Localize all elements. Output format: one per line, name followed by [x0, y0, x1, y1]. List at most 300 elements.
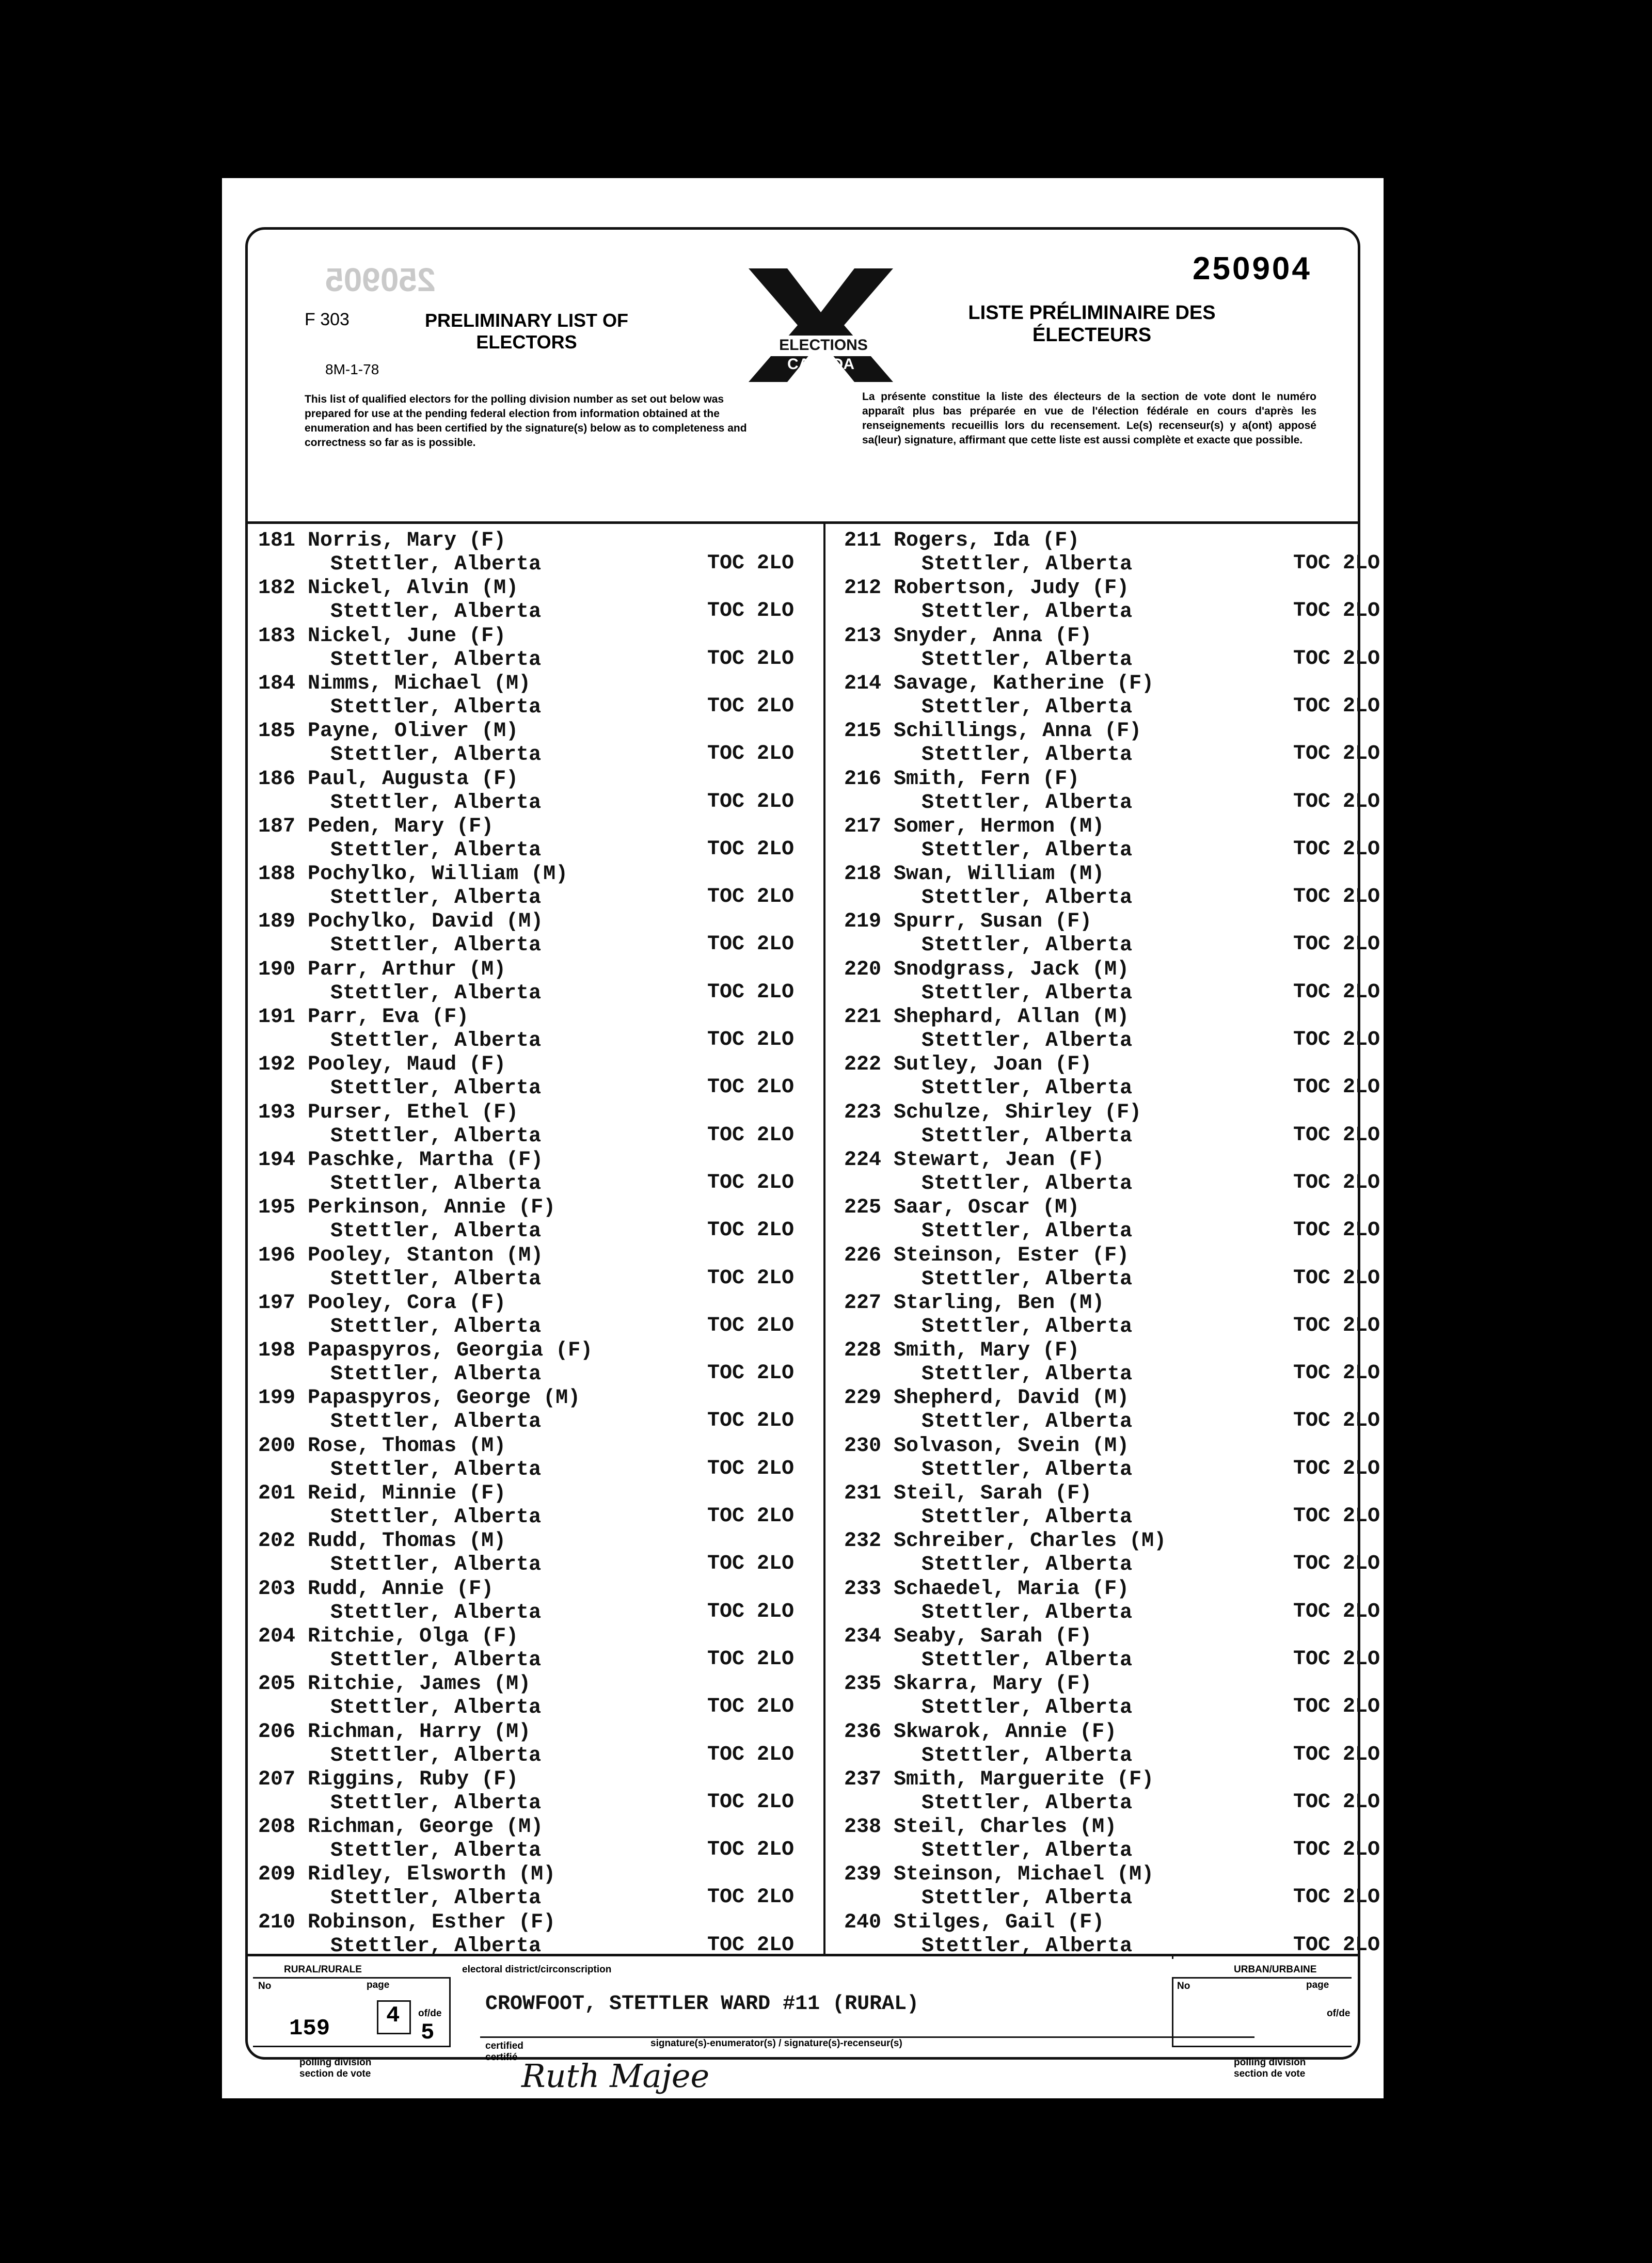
column-divider	[823, 521, 825, 1956]
elector-address: Stettler, Alberta	[922, 600, 1133, 624]
elector-name: Snyder, Anna (F)	[894, 624, 1092, 648]
elector-number-and-name	[258, 815, 494, 838]
polling-division-number: 159	[289, 2016, 330, 2042]
elector-name: Schillings, Anna (F)	[894, 720, 1142, 743]
elector-number: 207	[258, 1767, 296, 1791]
elector-postal-code: TOC 2LO	[707, 1933, 795, 1957]
elector-address: Stettler, Alberta	[922, 1506, 1133, 1529]
elector-number-and-name	[258, 1339, 593, 1362]
elector-number-and-name	[844, 768, 1079, 791]
elector-number-and-name	[844, 1339, 1079, 1362]
elector-name: Shepherd, David (M)	[894, 1387, 1130, 1410]
elector-number: 181	[258, 529, 296, 552]
elector-postal-code: TOC 2LO	[707, 1647, 795, 1671]
elector-number: 194	[258, 1148, 296, 1172]
elector-address: Stettler, Alberta	[922, 1363, 1133, 1387]
elector-name: Pooley, Stanton (M)	[308, 1244, 544, 1267]
elector-address: Stettler, Alberta	[330, 1696, 542, 1720]
elector-postal-code: TOC 2LO	[1293, 599, 1380, 623]
elector-address: Stettler, Alberta	[922, 1172, 1133, 1196]
elector-address: Stettler, Alberta	[922, 981, 1133, 1005]
elector-name: Steinson, Michael (M)	[894, 1863, 1154, 1887]
elector-address: Stettler, Alberta	[922, 1029, 1133, 1053]
elector-address: Stettler, Alberta	[922, 1934, 1133, 1958]
elector-name: Steil, Sarah (F)	[894, 1482, 1092, 1505]
elector-postal-code: TOC 2LO	[1293, 1409, 1380, 1433]
elector-name: Steil, Charles (M)	[894, 1815, 1117, 1839]
elector-name: Rudd, Thomas (M)	[308, 1529, 506, 1553]
urban-section-de-vote-label: section de vote	[1234, 2068, 1306, 2079]
elector-name: Solvason, Svein (M)	[894, 1434, 1130, 1458]
elector-number: 198	[258, 1339, 296, 1363]
elector-address: Stettler, Alberta	[330, 743, 542, 767]
elector-address: Stettler, Alberta	[330, 600, 542, 624]
elector-address: Stettler, Alberta	[330, 1934, 542, 1958]
elector-number: 227	[844, 1291, 882, 1315]
elector-address: Stettler, Alberta	[922, 1791, 1133, 1815]
elector-number: 199	[258, 1387, 296, 1410]
elector-name: Ritchie, Olga (F)	[308, 1624, 519, 1648]
elector-address: Stettler, Alberta	[330, 553, 542, 576]
elector-address: Stettler, Alberta	[922, 553, 1133, 576]
elector-address: Stettler, Alberta	[330, 1744, 542, 1767]
elector-address: Stettler, Alberta	[330, 1458, 542, 1481]
certified-label: certified	[485, 2041, 523, 2051]
elector-number: 217	[844, 815, 882, 838]
elector-postal-code: TOC 2LO	[1293, 1886, 1380, 1909]
elector-number: 212	[844, 577, 882, 600]
elector-number-and-name	[258, 910, 543, 933]
elector-name: Spurr, Susan (F)	[894, 910, 1092, 934]
page-total: 5	[421, 2020, 435, 2046]
elector-address: Stettler, Alberta	[330, 1410, 542, 1434]
elector-number: 216	[844, 767, 882, 791]
elector-name: Pochylko, William (M)	[308, 863, 568, 886]
elector-name: Schaedel, Maria (F)	[894, 1577, 1130, 1601]
elector-number-and-name	[258, 1863, 555, 1886]
elector-postal-code: TOC 2LO	[707, 1457, 795, 1480]
urban-page-label: page	[1306, 1980, 1329, 1990]
elector-postal-code: TOC 2LO	[707, 1219, 795, 1242]
elector-number: 214	[844, 672, 882, 695]
elector-number-and-name	[844, 815, 1104, 838]
elector-number: 221	[844, 1006, 882, 1029]
elector-postal-code: TOC 2LO	[707, 980, 795, 1004]
elector-name: Norris, Mary (F)	[308, 529, 506, 552]
elector-name: Reid, Minnie (F)	[308, 1482, 506, 1505]
elector-address: Stettler, Alberta	[330, 695, 542, 719]
elector-number-and-name	[258, 1482, 506, 1505]
elector-number-and-name	[258, 1577, 494, 1601]
elector-name: Ritchie, James (M)	[308, 1672, 531, 1696]
table-top-rule	[245, 521, 1358, 524]
elector-number: 222	[844, 1053, 882, 1077]
section-de-vote-label: section de vote	[299, 2068, 371, 2079]
elector-number: 218	[844, 863, 882, 886]
elector-name: Paschke, Martha (F)	[308, 1148, 544, 1172]
elector-postal-code: TOC 2LO	[707, 1171, 795, 1194]
elector-number-and-name	[258, 577, 518, 600]
elector-postal-code: TOC 2LO	[1293, 1314, 1380, 1337]
elector-number: 240	[844, 1910, 882, 1934]
elector-postal-code: TOC 2LO	[1293, 1743, 1380, 1766]
elector-number: 209	[258, 1863, 296, 1887]
elector-number: 215	[844, 720, 882, 743]
elector-address: Stettler, Alberta	[330, 1601, 542, 1624]
elector-number: 234	[844, 1624, 882, 1648]
rural-page-label: page	[367, 1980, 390, 1990]
elector-number: 182	[258, 577, 296, 600]
elector-address: Stettler, Alberta	[330, 1887, 542, 1910]
intro-text-fr: La présente constitue la liste des électeurs de la section de vote dont le numéro apparaît plus bas préparée en vue de l'élection fédérale en cours d'après les renseignements recueillis lors du recensement. Le(s) recenseur(s) y a(ont) apposé sa(leur) signature, affirmant que cette liste est aussi complète et exacte que possible.	[862, 391, 1316, 446]
elector-address: Stettler, Alberta	[922, 695, 1133, 719]
elector-number: 235	[844, 1672, 882, 1696]
elector-address: Stettler, Alberta	[922, 791, 1133, 815]
elector-postal-code: TOC 2LO	[707, 1123, 795, 1147]
elector-address: Stettler, Alberta	[330, 838, 542, 862]
elector-name: Seaby, Sarah (F)	[894, 1624, 1092, 1648]
elector-address: Stettler, Alberta	[922, 886, 1133, 910]
signature-label: signature(s)-enumerator(s) / signature(s)-recenseur(s)	[650, 2038, 902, 2049]
logo-text-elections: ELECTIONS	[779, 337, 868, 354]
elector-address: Stettler, Alberta	[922, 1410, 1133, 1434]
elector-number: 206	[258, 1720, 296, 1744]
elector-number-and-name	[844, 1149, 1104, 1172]
elector-postal-code: TOC 2LO	[707, 1838, 795, 1862]
elector-number: 187	[258, 815, 296, 838]
rural-no-label: No	[258, 1981, 272, 1991]
elector-postal-code: TOC 2LO	[1293, 1933, 1380, 1957]
elector-number: 219	[844, 910, 882, 934]
elector-number-and-name	[258, 1053, 506, 1076]
elector-number-and-name	[844, 1911, 1104, 1934]
rural-of-label: of/de	[418, 2008, 442, 2019]
elector-number-and-name	[844, 1196, 1079, 1219]
elector-number: 211	[844, 529, 882, 552]
elector-postal-code: TOC 2LO	[1293, 1647, 1380, 1671]
elector-number-and-name	[258, 863, 568, 886]
elector-address: Stettler, Alberta	[330, 886, 542, 910]
elector-name: Snodgrass, Jack (M)	[894, 958, 1130, 981]
elector-number: 186	[258, 767, 296, 791]
elector-name: Steinson, Ester (F)	[894, 1244, 1130, 1267]
elector-postal-code: TOC 2LO	[1293, 933, 1380, 957]
elector-address: Stettler, Alberta	[922, 1553, 1133, 1577]
urban-polling-division-label: polling division	[1234, 2057, 1306, 2068]
elector-number: 200	[258, 1434, 296, 1458]
elector-name: Sutley, Joan (F)	[894, 1053, 1092, 1077]
elector-address: Stettler, Alberta	[922, 1887, 1133, 1910]
elector-number-and-name	[258, 1387, 580, 1410]
elector-number: 185	[258, 720, 296, 743]
elector-number-and-name	[844, 1863, 1154, 1886]
elector-name: Paul, Augusta (F)	[308, 767, 519, 791]
elector-number: 192	[258, 1053, 296, 1077]
elector-name: Nimms, Michael (M)	[308, 672, 531, 695]
elector-name: Robinson, Esther (F)	[308, 1910, 556, 1934]
elector-number: 190	[258, 958, 296, 981]
elector-postal-code: TOC 2LO	[1293, 1219, 1380, 1242]
document-page	[222, 178, 1384, 2098]
elector-number-and-name	[844, 1387, 1129, 1410]
elector-postal-code: TOC 2LO	[707, 933, 795, 957]
elector-number: 228	[844, 1339, 882, 1363]
elector-address: Stettler, Alberta	[922, 1077, 1133, 1101]
elector-number-and-name	[844, 1101, 1141, 1124]
elector-number-and-name	[258, 672, 531, 695]
elector-number: 230	[844, 1434, 882, 1458]
elector-number: 189	[258, 910, 296, 934]
elector-address: Stettler, Alberta	[922, 648, 1133, 672]
elector-number: 229	[844, 1387, 882, 1410]
elector-number-and-name	[844, 1625, 1092, 1648]
elector-name: Shephard, Allan (M)	[894, 1006, 1130, 1029]
enumerator-signature: Ruth Majee	[521, 2057, 710, 2095]
elector-name: Parr, Eva (F)	[308, 1006, 469, 1029]
elector-number-and-name	[258, 1529, 506, 1553]
elector-number: 201	[258, 1482, 296, 1505]
elector-address: Stettler, Alberta	[330, 791, 542, 815]
elector-address: Stettler, Alberta	[922, 838, 1133, 862]
elector-postal-code: TOC 2LO	[707, 1314, 795, 1337]
elector-number-and-name	[258, 1911, 555, 1934]
elector-address: Stettler, Alberta	[330, 1506, 542, 1529]
elector-name: Nickel, Alvin (M)	[308, 577, 519, 600]
elector-number: 197	[258, 1291, 296, 1315]
elector-postal-code: TOC 2LO	[707, 1600, 795, 1623]
elector-number-and-name	[844, 1053, 1092, 1076]
elector-number-and-name	[844, 625, 1092, 648]
elector-address: Stettler, Alberta	[330, 1791, 542, 1815]
elector-postal-code: TOC 2LO	[707, 742, 795, 766]
elector-number: 184	[258, 672, 296, 695]
intro-text-en: This list of qualified electors for the polling division number as set out below was prepared for use at the pending federal election from information obtained at the enumeration and has been certified by the signature(s) below as to completeness and correctness so far as is possible.	[305, 393, 747, 449]
elector-number: 225	[844, 1196, 882, 1220]
elector-name: Rogers, Ida (F)	[894, 529, 1080, 552]
elector-name: Riggins, Ruby (F)	[308, 1767, 519, 1791]
rural-label: RURAL/RURALE	[284, 1964, 362, 1975]
elector-name: Smith, Marguerite (F)	[894, 1767, 1154, 1791]
elector-number-and-name	[844, 863, 1104, 886]
elector-number-and-name	[844, 1244, 1129, 1267]
elector-name: Savage, Katherine (F)	[894, 672, 1154, 695]
elector-number-and-name	[844, 958, 1129, 981]
elector-number-and-name	[844, 1720, 1117, 1744]
elector-name: Rose, Thomas (M)	[308, 1434, 506, 1458]
elector-number-and-name	[844, 1672, 1092, 1696]
form-date: 8M-1-78	[325, 361, 379, 377]
elector-address: Stettler, Alberta	[922, 1601, 1133, 1624]
elector-number-and-name	[844, 1815, 1117, 1839]
elector-address: Stettler, Alberta	[330, 1553, 542, 1577]
elector-number: 204	[258, 1624, 296, 1648]
elector-address: Stettler, Alberta	[330, 1648, 542, 1672]
elector-postal-code: TOC 2LO	[707, 1886, 795, 1909]
elector-postal-code: TOC 2LO	[707, 1028, 795, 1051]
elector-number-and-name	[844, 529, 1079, 552]
elector-name: Parr, Arthur (M)	[308, 958, 506, 981]
elector-address: Stettler, Alberta	[330, 1220, 542, 1244]
elector-number-and-name	[258, 1435, 506, 1458]
urban-divider	[1172, 1954, 1352, 1959]
elector-number: 226	[844, 1244, 882, 1267]
elector-postal-code: TOC 2LO	[707, 790, 795, 814]
mirrored-document-id: 250905	[325, 261, 436, 298]
elector-address: Stettler, Alberta	[330, 1839, 542, 1863]
elector-number: 205	[258, 1672, 296, 1696]
elector-name: Skwarok, Annie (F)	[894, 1720, 1117, 1744]
elector-address: Stettler, Alberta	[922, 1696, 1133, 1720]
certifie-label: certifié	[485, 2052, 518, 2063]
elector-name: Payne, Oliver (M)	[308, 720, 519, 743]
elector-address: Stettler, Alberta	[330, 1029, 542, 1053]
elector-postal-code: TOC 2LO	[707, 1076, 795, 1099]
elector-number: 232	[844, 1529, 882, 1553]
elector-postal-code: TOC 2LO	[1293, 552, 1380, 575]
logo-text-canada: CANADA	[787, 356, 854, 373]
elector-postal-code: TOC 2LO	[707, 552, 795, 575]
elector-name: Rudd, Annie (F)	[308, 1577, 494, 1601]
elector-address: Stettler, Alberta	[330, 934, 542, 958]
elector-number: 233	[844, 1577, 882, 1601]
elector-address: Stettler, Alberta	[922, 1744, 1133, 1767]
elector-postal-code: TOC 2LO	[1293, 1266, 1380, 1290]
elector-postal-code: TOC 2LO	[707, 1695, 795, 1719]
elector-postal-code: TOC 2LO	[1293, 790, 1380, 814]
elector-address: Stettler, Alberta	[922, 1839, 1133, 1863]
elector-address: Stettler, Alberta	[922, 1648, 1133, 1672]
elector-postal-code: TOC 2LO	[1293, 1695, 1380, 1719]
elector-number: 196	[258, 1244, 296, 1267]
elector-postal-code: TOC 2LO	[707, 1505, 795, 1528]
polling-division-label: polling division	[299, 2057, 372, 2068]
elector-postal-code: TOC 2LO	[1293, 1505, 1380, 1528]
elector-number-and-name	[844, 1768, 1154, 1791]
elector-postal-code: TOC 2LO	[707, 885, 795, 909]
elector-number: 210	[258, 1910, 296, 1934]
elector-name: Purser, Ethel (F)	[308, 1101, 519, 1124]
elector-postal-code: TOC 2LO	[707, 1790, 795, 1814]
elector-number: 188	[258, 863, 296, 886]
elector-address: Stettler, Alberta	[922, 1267, 1133, 1291]
elector-address: Stettler, Alberta	[922, 1315, 1133, 1338]
elector-number-and-name	[844, 1482, 1092, 1505]
elector-number: 238	[844, 1815, 882, 1839]
elector-postal-code: TOC 2LO	[1293, 1600, 1380, 1623]
elector-number-and-name	[258, 720, 518, 743]
elector-address: Stettler, Alberta	[922, 1458, 1133, 1481]
elector-postal-code: TOC 2LO	[1293, 1457, 1380, 1480]
electoral-district: CROWFOOT, STETTLER WARD #11 (RURAL)	[485, 1993, 919, 2016]
elector-number-and-name	[258, 1196, 555, 1219]
elector-address: Stettler, Alberta	[922, 934, 1133, 958]
elector-name: Richman, Harry (M)	[308, 1720, 531, 1744]
elector-name: Skarra, Mary (F)	[894, 1672, 1092, 1696]
elector-number-and-name	[844, 1006, 1129, 1029]
elector-name: Pooley, Maud (F)	[308, 1053, 506, 1077]
elector-postal-code: TOC 2LO	[707, 1552, 795, 1576]
title-fr: LISTE PRÉLIMINAIRE DES ÉLECTEURS	[968, 302, 1216, 346]
elector-number-and-name	[844, 910, 1092, 933]
elector-address: Stettler, Alberta	[330, 1124, 542, 1148]
elector-number-and-name	[258, 1006, 469, 1029]
elector-name: Perkinson, Annie (F)	[308, 1196, 556, 1220]
elector-number-and-name	[258, 1149, 543, 1172]
elector-name: Saar, Oscar (M)	[894, 1196, 1080, 1220]
elector-number-and-name	[258, 1101, 518, 1124]
elector-postal-code: TOC 2LO	[1293, 647, 1380, 671]
elector-postal-code: TOC 2LO	[1293, 885, 1380, 909]
elector-number-and-name	[258, 1720, 531, 1744]
elections-canada-logo	[738, 263, 903, 382]
elector-address: Stettler, Alberta	[330, 1363, 542, 1387]
elector-number: 224	[844, 1148, 882, 1172]
elector-number: 203	[258, 1577, 296, 1601]
elector-number-and-name	[258, 1815, 543, 1839]
elector-postal-code: TOC 2LO	[1293, 742, 1380, 766]
elector-number: 231	[844, 1482, 882, 1505]
elector-name: Peden, Mary (F)	[308, 815, 494, 838]
elector-name: Schulze, Shirley (F)	[894, 1101, 1142, 1124]
elector-number: 195	[258, 1196, 296, 1220]
elector-number-and-name	[844, 720, 1141, 743]
elector-postal-code: TOC 2LO	[1293, 1076, 1380, 1099]
elector-name: Papaspyros, George (M)	[308, 1387, 581, 1410]
elector-postal-code: TOC 2LO	[1293, 1838, 1380, 1862]
elector-postal-code: TOC 2LO	[1293, 1362, 1380, 1385]
elector-number-and-name	[258, 1672, 531, 1696]
electoral-district-label: electoral district/circonscription	[462, 1964, 612, 1975]
elector-number-and-name	[844, 1292, 1104, 1315]
elector-number-and-name	[844, 1529, 1166, 1553]
elector-number-and-name	[258, 1244, 543, 1267]
form-number: F 303	[305, 310, 350, 329]
elector-number-and-name	[844, 577, 1129, 600]
document-id: 250904	[1193, 251, 1312, 286]
elector-postal-code: TOC 2LO	[707, 1266, 795, 1290]
elector-name: Pochylko, David (M)	[308, 910, 544, 934]
elector-name: Ridley, Elsworth (M)	[308, 1863, 556, 1887]
elector-name: Smith, Fern (F)	[894, 767, 1080, 791]
elector-number-and-name	[258, 625, 506, 648]
elector-number-and-name	[258, 529, 506, 552]
elector-name: Robertson, Judy (F)	[894, 577, 1130, 600]
elector-address: Stettler, Alberta	[330, 648, 542, 672]
elector-number: 183	[258, 624, 296, 648]
elector-postal-code: TOC 2LO	[707, 694, 795, 718]
elector-number-and-name	[844, 1577, 1129, 1601]
elector-number: 223	[844, 1101, 882, 1124]
elector-address: Stettler, Alberta	[330, 981, 542, 1005]
elector-postal-code: TOC 2LO	[707, 1409, 795, 1433]
elector-name: Swan, William (M)	[894, 863, 1105, 886]
elector-postal-code: TOC 2LO	[1293, 980, 1380, 1004]
elector-number-and-name	[258, 958, 506, 981]
elector-postal-code: TOC 2LO	[1293, 1790, 1380, 1814]
elector-address: Stettler, Alberta	[330, 1077, 542, 1101]
elector-name: Richman, George (M)	[308, 1815, 544, 1839]
page-number: 4	[386, 2003, 400, 2029]
urban-of-label: of/de	[1327, 2008, 1351, 2019]
elector-address: Stettler, Alberta	[330, 1172, 542, 1196]
elector-number-and-name	[844, 1435, 1129, 1458]
elector-name: Papaspyros, Georgia (F)	[308, 1339, 593, 1363]
elector-postal-code: TOC 2LO	[707, 599, 795, 623]
urban-label: URBAN/URBAINE	[1234, 1964, 1317, 1975]
elector-name: Pooley, Cora (F)	[308, 1291, 506, 1315]
elector-address: Stettler, Alberta	[330, 1267, 542, 1291]
elector-postal-code: TOC 2LO	[1293, 694, 1380, 718]
